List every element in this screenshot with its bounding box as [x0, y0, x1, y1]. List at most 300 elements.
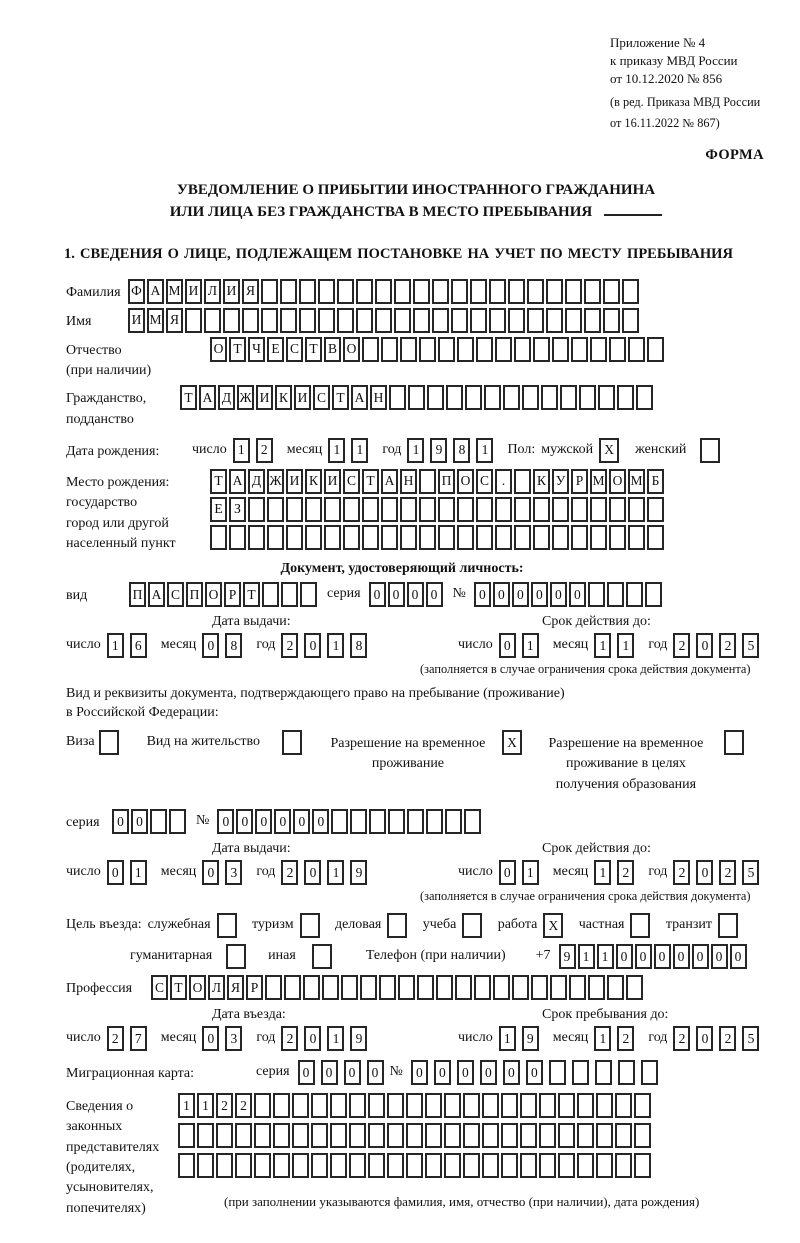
char-cell[interactable] — [413, 279, 430, 304]
char-cell[interactable] — [474, 975, 491, 1000]
char-cell[interactable] — [546, 279, 563, 304]
char-cell[interactable]: 0 — [274, 809, 291, 834]
char-cell[interactable] — [645, 582, 662, 607]
char-cell[interactable] — [489, 279, 506, 304]
char-cell[interactable] — [362, 337, 379, 362]
char-cell[interactable] — [463, 1153, 480, 1178]
char-cell[interactable] — [389, 385, 406, 410]
char-cell[interactable]: 0 — [202, 1026, 219, 1051]
char-cell[interactable] — [615, 1153, 632, 1178]
char-cell[interactable] — [375, 279, 392, 304]
char-cell[interactable]: 0 — [696, 860, 713, 885]
char-cell[interactable] — [465, 385, 482, 410]
char-cell[interactable]: А — [199, 385, 216, 410]
char-cell[interactable] — [615, 1093, 632, 1118]
char-cell[interactable] — [398, 975, 415, 1000]
char-cell[interactable]: О — [210, 337, 227, 362]
char-cell[interactable] — [300, 582, 317, 607]
char-cell[interactable]: Я — [242, 279, 259, 304]
char-cell[interactable] — [482, 1123, 499, 1148]
char-cell[interactable]: 1 — [617, 633, 634, 658]
char-cell[interactable]: 8 — [350, 633, 367, 658]
char-cell[interactable]: А — [229, 469, 246, 494]
char-cell[interactable] — [520, 1153, 537, 1178]
char-cell[interactable]: Д — [218, 385, 235, 410]
char-cell[interactable] — [362, 525, 379, 550]
char-cell[interactable] — [552, 337, 569, 362]
char-cell[interactable]: 2 — [617, 860, 634, 885]
char-cell[interactable] — [330, 1123, 347, 1148]
char-cell[interactable]: 0 — [499, 633, 516, 658]
char-cell[interactable] — [495, 497, 512, 522]
char-cell[interactable]: 1 — [328, 438, 345, 463]
char-cell[interactable] — [522, 385, 539, 410]
char-cell[interactable] — [628, 497, 645, 522]
char-cell[interactable] — [286, 525, 303, 550]
char-cell[interactable]: 0 — [255, 809, 272, 834]
char-cell[interactable] — [552, 497, 569, 522]
char-cell[interactable]: 1 — [594, 1026, 611, 1051]
char-cell[interactable]: 2 — [719, 633, 736, 658]
char-cell[interactable] — [248, 525, 265, 550]
char-cell[interactable] — [273, 1093, 290, 1118]
char-cell[interactable]: 0 — [369, 582, 386, 607]
char-cell[interactable] — [223, 308, 240, 333]
char-cell[interactable]: 0 — [480, 1060, 497, 1085]
char-cell[interactable]: 0 — [298, 1060, 315, 1085]
char-cell[interactable] — [598, 385, 615, 410]
char-cell[interactable] — [375, 308, 392, 333]
char-cell[interactable]: Р — [571, 469, 588, 494]
char-cell[interactable]: 9 — [430, 438, 447, 463]
char-cell[interactable] — [482, 1093, 499, 1118]
char-cell[interactable] — [577, 1153, 594, 1178]
char-cell[interactable] — [550, 975, 567, 1000]
char-cell[interactable] — [394, 279, 411, 304]
char-cell[interactable]: 0 — [367, 1060, 384, 1085]
char-cell[interactable]: Т — [210, 469, 227, 494]
char-cell[interactable]: С — [343, 469, 360, 494]
char-cell[interactable]: 1 — [327, 633, 344, 658]
char-cell[interactable]: 2 — [216, 1093, 233, 1118]
char-cell[interactable] — [318, 279, 335, 304]
char-cell[interactable]: 2 — [617, 1026, 634, 1051]
char-cell[interactable]: Р — [246, 975, 263, 1000]
char-cell[interactable] — [628, 525, 645, 550]
char-cell[interactable] — [609, 337, 626, 362]
char-cell[interactable] — [254, 1123, 271, 1148]
char-cell[interactable] — [724, 730, 744, 755]
char-cell[interactable]: Т — [362, 469, 379, 494]
char-cell[interactable]: И — [324, 469, 341, 494]
char-cell[interactable] — [322, 975, 339, 1000]
char-cell[interactable]: А — [148, 582, 165, 607]
char-cell[interactable]: Т — [305, 337, 322, 362]
char-cell[interactable]: А — [381, 469, 398, 494]
char-cell[interactable] — [520, 1123, 537, 1148]
char-cell[interactable]: 2 — [281, 1026, 298, 1051]
char-cell[interactable]: Ф — [128, 279, 145, 304]
char-cell[interactable] — [242, 308, 259, 333]
char-cell[interactable] — [343, 525, 360, 550]
char-cell[interactable] — [588, 582, 605, 607]
char-cell[interactable] — [482, 1153, 499, 1178]
char-cell[interactable]: 0 — [493, 582, 510, 607]
char-cell[interactable] — [318, 308, 335, 333]
char-cell[interactable] — [577, 1123, 594, 1148]
char-cell[interactable] — [284, 975, 301, 1000]
char-cell[interactable] — [337, 279, 354, 304]
char-cell[interactable] — [451, 308, 468, 333]
char-cell[interactable]: 0 — [616, 944, 633, 969]
char-cell[interactable]: X — [543, 913, 563, 938]
char-cell[interactable] — [248, 497, 265, 522]
char-cell[interactable] — [634, 1093, 651, 1118]
char-cell[interactable] — [463, 1093, 480, 1118]
char-cell[interactable] — [226, 944, 246, 969]
char-cell[interactable] — [425, 1153, 442, 1178]
char-cell[interactable]: 1 — [594, 860, 611, 885]
char-cell[interactable] — [647, 337, 664, 362]
char-cell[interactable] — [419, 525, 436, 550]
char-cell[interactable]: 2 — [256, 438, 273, 463]
char-cell[interactable]: Б — [647, 469, 664, 494]
char-cell[interactable]: П — [129, 582, 146, 607]
char-cell[interactable] — [311, 1093, 328, 1118]
char-cell[interactable] — [281, 582, 298, 607]
char-cell[interactable] — [457, 525, 474, 550]
char-cell[interactable]: 3 — [225, 1026, 242, 1051]
char-cell[interactable]: X — [502, 730, 522, 755]
char-cell[interactable] — [229, 525, 246, 550]
char-cell[interactable] — [565, 308, 582, 333]
char-cell[interactable]: К — [533, 469, 550, 494]
char-cell[interactable]: Ж — [237, 385, 254, 410]
char-cell[interactable] — [514, 525, 531, 550]
char-cell[interactable] — [596, 1153, 613, 1178]
char-cell[interactable]: 0 — [711, 944, 728, 969]
char-cell[interactable]: И — [294, 385, 311, 410]
char-cell[interactable] — [514, 469, 531, 494]
char-cell[interactable] — [381, 497, 398, 522]
char-cell[interactable] — [531, 975, 548, 1000]
char-cell[interactable] — [501, 1123, 518, 1148]
char-cell[interactable] — [265, 975, 282, 1000]
char-cell[interactable] — [489, 308, 506, 333]
char-cell[interactable]: Н — [370, 385, 387, 410]
char-cell[interactable]: 2 — [281, 860, 298, 885]
char-cell[interactable] — [539, 1153, 556, 1178]
char-cell[interactable] — [349, 1123, 366, 1148]
char-cell[interactable]: 0 — [457, 1060, 474, 1085]
char-cell[interactable] — [596, 1093, 613, 1118]
char-cell[interactable]: 1 — [407, 438, 424, 463]
char-cell[interactable]: З — [229, 497, 246, 522]
char-cell[interactable]: 0 — [344, 1060, 361, 1085]
char-cell[interactable] — [484, 385, 501, 410]
char-cell[interactable] — [273, 1123, 290, 1148]
char-cell[interactable] — [425, 1093, 442, 1118]
char-cell[interactable]: 2 — [719, 1026, 736, 1051]
char-cell[interactable] — [626, 975, 643, 1000]
char-cell[interactable] — [282, 730, 302, 755]
char-cell[interactable] — [446, 385, 463, 410]
char-cell[interactable]: 9 — [350, 860, 367, 885]
char-cell[interactable] — [476, 525, 493, 550]
char-cell[interactable] — [235, 1153, 252, 1178]
char-cell[interactable] — [527, 308, 544, 333]
char-cell[interactable] — [262, 582, 279, 607]
char-cell[interactable] — [577, 1093, 594, 1118]
char-cell[interactable] — [337, 308, 354, 333]
char-cell[interactable]: 1 — [578, 944, 595, 969]
char-cell[interactable] — [615, 1123, 632, 1148]
char-cell[interactable] — [493, 975, 510, 1000]
char-cell[interactable] — [311, 1123, 328, 1148]
char-cell[interactable] — [216, 1153, 233, 1178]
char-cell[interactable] — [210, 525, 227, 550]
char-cell[interactable]: К — [275, 385, 292, 410]
char-cell[interactable] — [609, 525, 626, 550]
char-cell[interactable] — [552, 525, 569, 550]
char-cell[interactable]: 0 — [692, 944, 709, 969]
char-cell[interactable] — [546, 308, 563, 333]
char-cell[interactable]: Л — [204, 279, 221, 304]
char-cell[interactable]: 1 — [476, 438, 493, 463]
char-cell[interactable]: 0 — [236, 809, 253, 834]
char-cell[interactable] — [324, 497, 341, 522]
char-cell[interactable] — [305, 497, 322, 522]
char-cell[interactable]: 0 — [654, 944, 671, 969]
char-cell[interactable]: Е — [210, 497, 227, 522]
char-cell[interactable]: 1 — [522, 860, 539, 885]
char-cell[interactable]: 2 — [673, 860, 690, 885]
char-cell[interactable]: О — [343, 337, 360, 362]
char-cell[interactable] — [303, 975, 320, 1000]
char-cell[interactable]: 0 — [304, 1026, 321, 1051]
char-cell[interactable] — [609, 497, 626, 522]
char-cell[interactable] — [267, 525, 284, 550]
char-cell[interactable]: 1 — [522, 633, 539, 658]
char-cell[interactable] — [533, 525, 550, 550]
char-cell[interactable] — [341, 975, 358, 1000]
char-cell[interactable] — [571, 497, 588, 522]
char-cell[interactable] — [470, 308, 487, 333]
char-cell[interactable]: 9 — [559, 944, 576, 969]
char-cell[interactable] — [647, 525, 664, 550]
char-cell[interactable] — [311, 1153, 328, 1178]
char-cell[interactable] — [501, 1153, 518, 1178]
char-cell[interactable] — [476, 337, 493, 362]
char-cell[interactable]: И — [128, 308, 145, 333]
char-cell[interactable]: . — [495, 469, 512, 494]
char-cell[interactable]: М — [147, 308, 164, 333]
char-cell[interactable]: 0 — [635, 944, 652, 969]
char-cell[interactable] — [261, 308, 278, 333]
char-cell[interactable] — [607, 975, 624, 1000]
char-cell[interactable] — [514, 337, 531, 362]
char-cell[interactable]: 1 — [178, 1093, 195, 1118]
char-cell[interactable] — [204, 308, 221, 333]
char-cell[interactable]: Н — [400, 469, 417, 494]
char-cell[interactable] — [419, 497, 436, 522]
char-cell[interactable]: 1 — [327, 1026, 344, 1051]
char-cell[interactable] — [541, 385, 558, 410]
char-cell[interactable] — [558, 1123, 575, 1148]
char-cell[interactable] — [99, 730, 119, 755]
char-cell[interactable]: 0 — [304, 860, 321, 885]
char-cell[interactable] — [432, 279, 449, 304]
char-cell[interactable] — [388, 809, 405, 834]
char-cell[interactable]: 5 — [742, 1026, 759, 1051]
char-cell[interactable] — [634, 1123, 651, 1148]
char-cell[interactable]: 1 — [197, 1093, 214, 1118]
char-cell[interactable]: Е — [267, 337, 284, 362]
char-cell[interactable]: М — [590, 469, 607, 494]
char-cell[interactable]: 0 — [673, 944, 690, 969]
char-cell[interactable] — [533, 497, 550, 522]
char-cell[interactable]: Т — [243, 582, 260, 607]
char-cell[interactable] — [387, 1153, 404, 1178]
char-cell[interactable] — [387, 1093, 404, 1118]
char-cell[interactable] — [634, 1153, 651, 1178]
char-cell[interactable] — [584, 279, 601, 304]
char-cell[interactable] — [368, 1093, 385, 1118]
char-cell[interactable] — [476, 497, 493, 522]
char-cell[interactable]: М — [628, 469, 645, 494]
char-cell[interactable]: 0 — [304, 633, 321, 658]
char-cell[interactable]: 6 — [130, 633, 147, 658]
char-cell[interactable] — [579, 385, 596, 410]
char-cell[interactable] — [407, 809, 424, 834]
char-cell[interactable]: 0 — [474, 582, 491, 607]
char-cell[interactable] — [617, 385, 634, 410]
char-cell[interactable]: С — [151, 975, 168, 1000]
char-cell[interactable]: 0 — [202, 860, 219, 885]
char-cell[interactable] — [438, 525, 455, 550]
char-cell[interactable] — [254, 1093, 271, 1118]
char-cell[interactable] — [324, 525, 341, 550]
char-cell[interactable]: С — [313, 385, 330, 410]
char-cell[interactable] — [444, 1123, 461, 1148]
char-cell[interactable]: А — [351, 385, 368, 410]
char-cell[interactable] — [330, 1153, 347, 1178]
char-cell[interactable] — [426, 809, 443, 834]
char-cell[interactable] — [462, 913, 482, 938]
char-cell[interactable]: Я — [166, 308, 183, 333]
char-cell[interactable]: 2 — [281, 633, 298, 658]
char-cell[interactable]: X — [599, 438, 619, 463]
char-cell[interactable]: 0 — [293, 809, 310, 834]
char-cell[interactable] — [425, 1123, 442, 1148]
char-cell[interactable]: 0 — [202, 633, 219, 658]
char-cell[interactable] — [455, 975, 472, 1000]
char-cell[interactable] — [286, 497, 303, 522]
char-cell[interactable]: 7 — [130, 1026, 147, 1051]
char-cell[interactable] — [539, 1093, 556, 1118]
char-cell[interactable] — [379, 975, 396, 1000]
char-cell[interactable] — [362, 497, 379, 522]
char-cell[interactable]: 0 — [107, 860, 124, 885]
char-cell[interactable] — [350, 809, 367, 834]
char-cell[interactable] — [457, 337, 474, 362]
char-cell[interactable] — [349, 1153, 366, 1178]
char-cell[interactable] — [588, 975, 605, 1000]
char-cell[interactable]: 1 — [107, 633, 124, 658]
char-cell[interactable] — [312, 944, 332, 969]
char-cell[interactable] — [503, 385, 520, 410]
char-cell[interactable]: О — [205, 582, 222, 607]
char-cell[interactable] — [417, 975, 434, 1000]
char-cell[interactable] — [406, 1153, 423, 1178]
char-cell[interactable] — [197, 1153, 214, 1178]
char-cell[interactable] — [501, 1093, 518, 1118]
char-cell[interactable]: И — [256, 385, 273, 410]
char-cell[interactable]: 1 — [327, 860, 344, 885]
char-cell[interactable]: И — [223, 279, 240, 304]
char-cell[interactable] — [331, 809, 348, 834]
char-cell[interactable] — [368, 1153, 385, 1178]
char-cell[interactable]: Л — [208, 975, 225, 1000]
char-cell[interactable] — [381, 525, 398, 550]
char-cell[interactable] — [590, 525, 607, 550]
char-cell[interactable]: 1 — [351, 438, 368, 463]
char-cell[interactable] — [368, 1123, 385, 1148]
char-cell[interactable] — [514, 497, 531, 522]
char-cell[interactable] — [464, 809, 481, 834]
char-cell[interactable] — [292, 1093, 309, 1118]
char-cell[interactable]: 8 — [453, 438, 470, 463]
char-cell[interactable] — [381, 337, 398, 362]
char-cell[interactable] — [603, 279, 620, 304]
char-cell[interactable] — [596, 1123, 613, 1148]
char-cell[interactable] — [590, 337, 607, 362]
char-cell[interactable] — [533, 337, 550, 362]
char-cell[interactable] — [444, 1093, 461, 1118]
char-cell[interactable]: К — [305, 469, 322, 494]
char-cell[interactable] — [572, 1060, 589, 1085]
char-cell[interactable] — [445, 809, 462, 834]
char-cell[interactable]: С — [286, 337, 303, 362]
char-cell[interactable] — [419, 337, 436, 362]
char-cell[interactable]: Т — [332, 385, 349, 410]
char-cell[interactable] — [254, 1153, 271, 1178]
char-cell[interactable] — [150, 809, 167, 834]
char-cell[interactable] — [235, 1123, 252, 1148]
char-cell[interactable] — [305, 525, 322, 550]
char-cell[interactable] — [636, 385, 653, 410]
char-cell[interactable]: 1 — [594, 633, 611, 658]
char-cell[interactable] — [558, 1093, 575, 1118]
char-cell[interactable]: А — [147, 279, 164, 304]
char-cell[interactable] — [630, 913, 650, 938]
char-cell[interactable] — [527, 279, 544, 304]
char-cell[interactable] — [406, 1123, 423, 1148]
char-cell[interactable]: О — [457, 469, 474, 494]
char-cell[interactable]: 5 — [742, 860, 759, 885]
char-cell[interactable]: 2 — [107, 1026, 124, 1051]
char-cell[interactable] — [292, 1123, 309, 1148]
char-cell[interactable]: 0 — [112, 809, 129, 834]
char-cell[interactable]: 0 — [730, 944, 747, 969]
char-cell[interactable]: 1 — [233, 438, 250, 463]
char-cell[interactable] — [560, 385, 577, 410]
char-cell[interactable] — [603, 308, 620, 333]
char-cell[interactable]: Ж — [267, 469, 284, 494]
char-cell[interactable]: 0 — [312, 809, 329, 834]
char-cell[interactable]: 0 — [426, 582, 443, 607]
char-cell[interactable] — [300, 913, 320, 938]
